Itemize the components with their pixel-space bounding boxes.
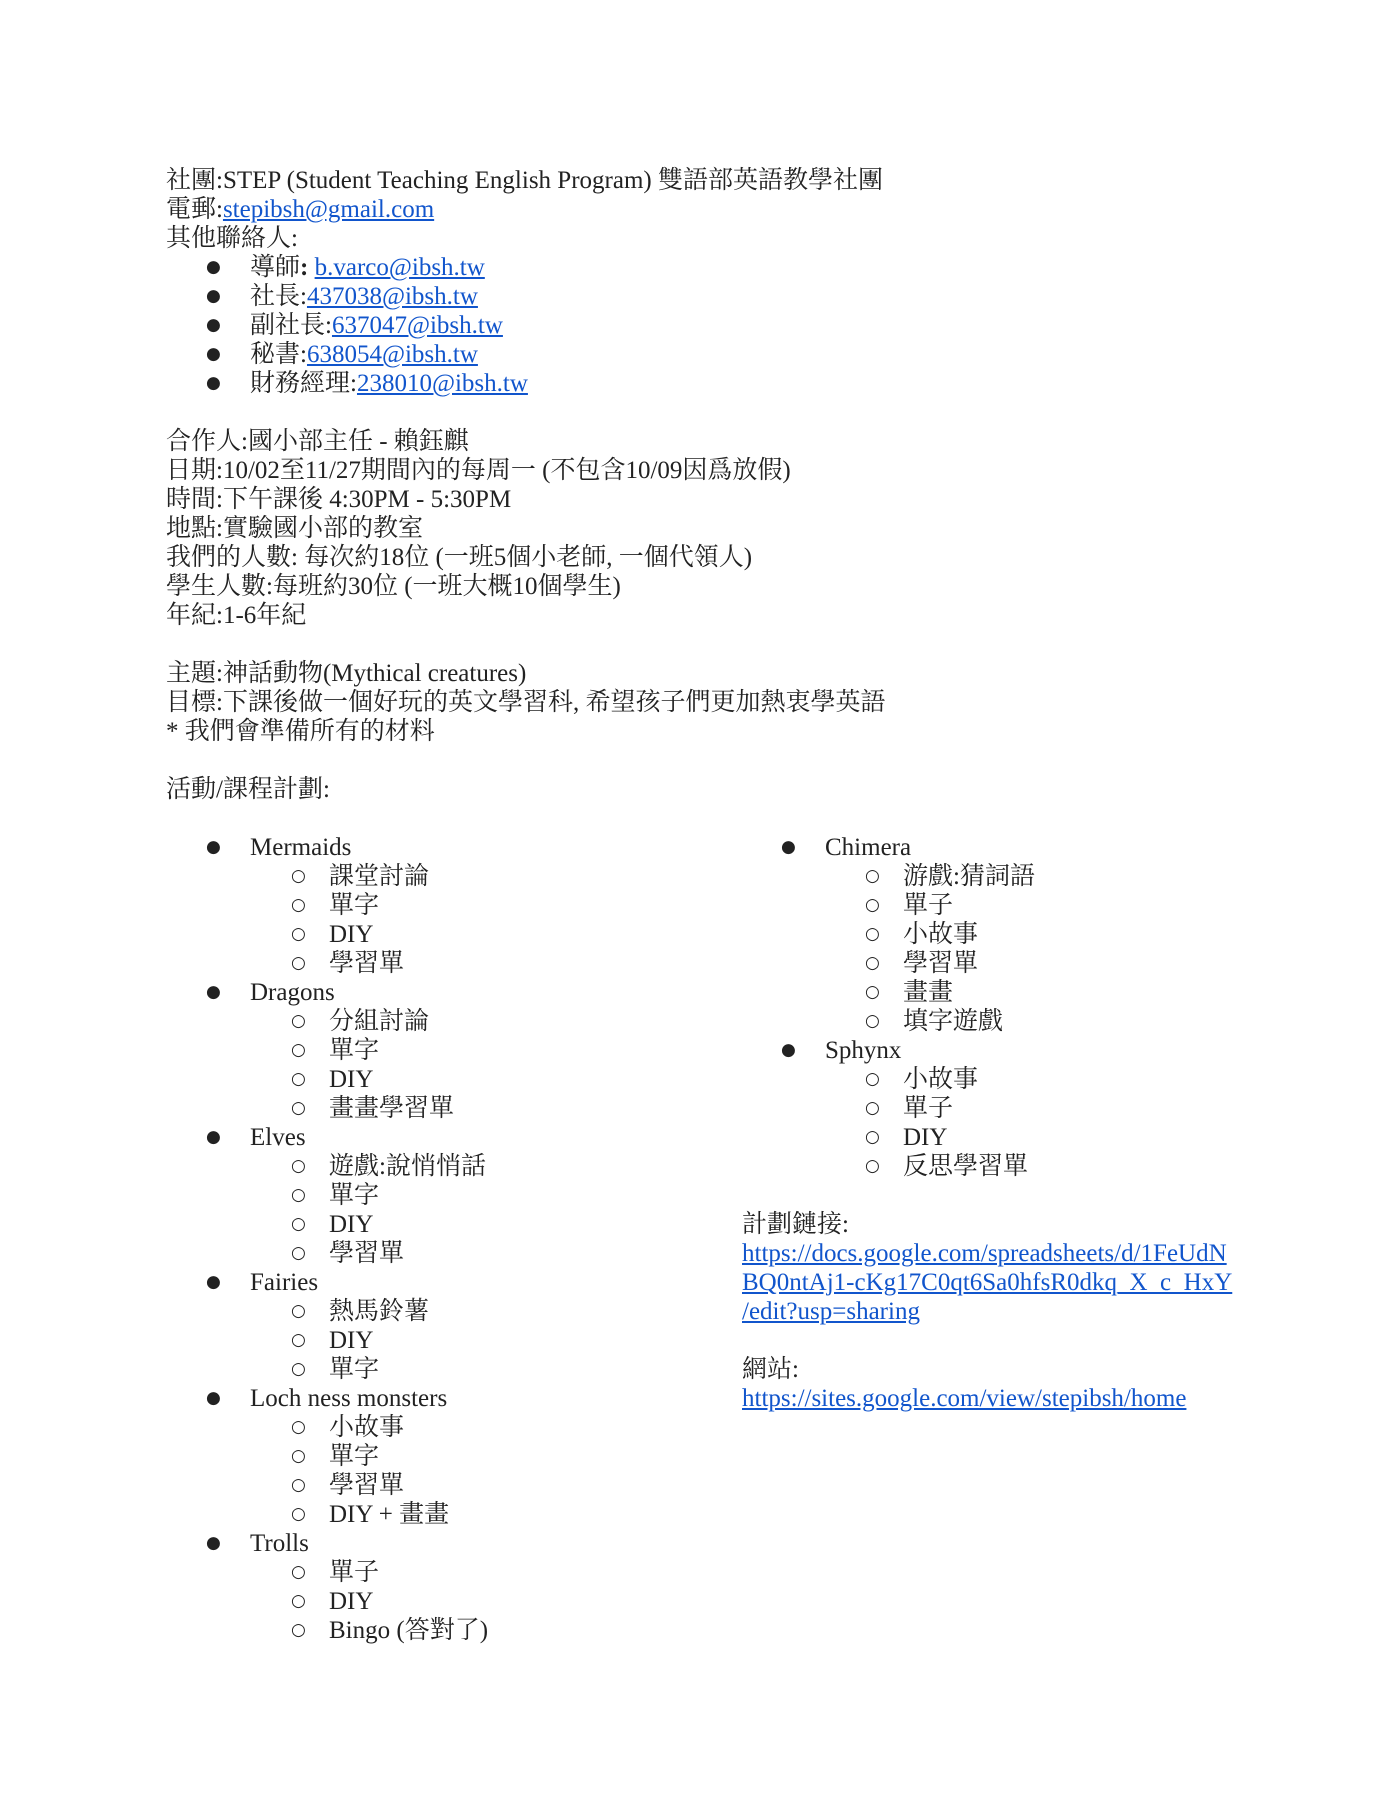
subitem-label: 學習單 xyxy=(329,1240,405,1267)
activity-subitem xyxy=(865,920,978,949)
subitem-label: 課堂討論 xyxy=(329,863,430,890)
circle-bullet-icon: ○ xyxy=(291,1243,306,1263)
activity-subitem xyxy=(291,1036,379,1065)
circle-bullet-icon: ○ xyxy=(865,1156,880,1176)
contact-role: 秘書 xyxy=(250,341,301,368)
subitem-label: 單子 xyxy=(903,1095,954,1122)
subitem-label: 小故事 xyxy=(903,921,979,948)
activity-name: Sphynx xyxy=(825,1037,902,1064)
subitem-label: 單字 xyxy=(329,892,380,919)
subitem-label: 單字 xyxy=(329,1443,380,1470)
activity-subitem xyxy=(865,1094,953,1123)
activity-item xyxy=(206,1123,306,1152)
subitem-label: 單字 xyxy=(329,1037,380,1064)
circle-bullet-icon: ○ xyxy=(291,1040,306,1060)
plan-link-line[interactable]: https://docs.google.com/spreadsheets/d/1FeUdN xyxy=(742,1240,1227,1267)
bullet-icon: ● xyxy=(206,1127,221,1147)
subitem-label: 熱馬鈴薯 xyxy=(329,1298,430,1325)
activity-subitem xyxy=(865,1007,1003,1036)
bullet-icon: ● xyxy=(206,344,221,364)
subitem-label: DIY + 畫畫 xyxy=(329,1501,450,1528)
activity-subitem xyxy=(291,1181,379,1210)
subitem-label: 分組討論 xyxy=(329,1008,430,1035)
time-line: 時間:下午課後 4:30PM - 5:30PM xyxy=(166,486,512,513)
contact-role: 社長 xyxy=(250,283,301,310)
circle-bullet-icon: ○ xyxy=(865,953,880,973)
activity-item xyxy=(206,1529,309,1558)
subitem-label: DIY xyxy=(329,1066,374,1093)
activity-item xyxy=(206,833,351,862)
bullet-icon: ● xyxy=(206,315,221,335)
contact-item xyxy=(206,311,503,340)
circle-bullet-icon: ○ xyxy=(291,953,306,973)
activity-subitem xyxy=(291,1500,449,1529)
subitem-label: 學習單 xyxy=(329,1472,405,1499)
activity-subitem xyxy=(291,1471,404,1500)
activity-item xyxy=(781,833,911,862)
activity-subitem xyxy=(291,1239,404,1268)
activity-name: Fairies xyxy=(250,1269,319,1296)
activity-subitem xyxy=(291,1442,379,1471)
subitem-label: 小故事 xyxy=(903,1066,979,1093)
subitem-label: 畫畫 xyxy=(903,979,954,1006)
president-email-link[interactable]: 437038@ibsh.tw xyxy=(306,283,478,310)
circle-bullet-icon: ○ xyxy=(865,866,880,886)
activity-item xyxy=(206,1268,318,1297)
website-label: 網站: xyxy=(742,1356,799,1383)
activities-label: 活動/課程計劃: xyxy=(166,776,330,803)
subitem-label: DIY xyxy=(329,1211,374,1238)
contact-item xyxy=(206,282,478,311)
subitem-label: 單子 xyxy=(903,892,954,919)
subitem-label: 填字遊戲 xyxy=(903,1008,1004,1035)
email-label: 電郵: xyxy=(166,196,223,223)
subitem-label: 反思學習單 xyxy=(903,1153,1029,1180)
club-label: 社團: xyxy=(166,167,223,194)
activity-subitem xyxy=(291,1558,379,1587)
activity-subitem xyxy=(291,891,379,920)
subitem-label: 單字 xyxy=(329,1356,380,1383)
circle-bullet-icon: ○ xyxy=(291,1214,306,1234)
activity-subitem xyxy=(291,862,429,891)
circle-bullet-icon: ○ xyxy=(865,982,880,1002)
contact-separator: : xyxy=(350,370,357,397)
subitem-label: DIY xyxy=(329,921,374,948)
bullet-icon: ● xyxy=(206,1388,221,1408)
circle-bullet-icon: ○ xyxy=(291,1417,306,1437)
plan-link-label: 計劃鏈接: xyxy=(742,1211,849,1238)
activity-subitem xyxy=(291,1094,454,1123)
activity-subitem xyxy=(291,1587,373,1616)
subitem-label: 單子 xyxy=(329,1559,380,1586)
advisor-email-link[interactable]: b.varco@ibsh.tw xyxy=(314,254,485,281)
circle-bullet-icon: ○ xyxy=(291,1504,306,1524)
subitem-label: DIY xyxy=(329,1327,374,1354)
circle-bullet-icon: ○ xyxy=(291,1446,306,1466)
circle-bullet-icon: ○ xyxy=(291,1620,306,1640)
contact-separator: : xyxy=(325,312,332,339)
activity-subitem xyxy=(865,862,1035,891)
subitem-label: 單字 xyxy=(329,1182,380,1209)
bullet-icon: ● xyxy=(206,837,221,857)
bullet-icon: ● xyxy=(206,1272,221,1292)
contact-separator: : xyxy=(300,341,307,368)
activity-item xyxy=(206,978,335,1007)
activity-name: Loch ness monsters xyxy=(250,1385,448,1412)
plan-link-line[interactable]: /edit?usp=sharing xyxy=(742,1298,920,1325)
location-line: 地點:實驗國小部的教室 xyxy=(166,515,423,542)
activity-name: Elves xyxy=(250,1124,306,1151)
club-email-link[interactable]: stepibsh@gmail.com xyxy=(222,196,435,223)
email-line xyxy=(166,195,434,224)
activity-subitem xyxy=(291,1007,429,1036)
activity-subitem xyxy=(291,1152,486,1181)
circle-bullet-icon: ○ xyxy=(291,895,306,915)
activity-subitem xyxy=(291,1065,373,1094)
activity-subitem xyxy=(291,1355,379,1384)
contact-item xyxy=(206,340,478,369)
treasurer-email-link[interactable]: 238010@ibsh.tw xyxy=(356,370,528,397)
club-name: STEP (Student Teaching English Program) 雙語部英語教學社團 xyxy=(222,167,883,194)
activity-subitem xyxy=(291,920,373,949)
circle-bullet-icon: ○ xyxy=(291,924,306,944)
circle-bullet-icon: ○ xyxy=(291,1301,306,1321)
activity-subitem xyxy=(865,1152,1028,1181)
circle-bullet-icon: ○ xyxy=(291,1156,306,1176)
bullet-icon: ● xyxy=(206,982,221,1002)
contact-item xyxy=(206,253,485,282)
subitem-label: 學習單 xyxy=(903,950,979,977)
circle-bullet-icon: ○ xyxy=(291,1185,306,1205)
bullet-icon: ● xyxy=(206,257,221,277)
activity-name: Dragons xyxy=(250,979,335,1006)
activity-subitem xyxy=(291,1413,404,1442)
secretary-email-link[interactable]: 638054@ibsh.tw xyxy=(306,341,478,368)
contact-role: 導師 xyxy=(250,254,301,281)
circle-bullet-icon: ○ xyxy=(291,1069,306,1089)
bullet-icon: ● xyxy=(206,1533,221,1553)
activity-item xyxy=(781,1036,901,1065)
bullet-icon: ● xyxy=(781,837,796,857)
subitem-label: DIY xyxy=(903,1124,948,1151)
subitem-label: 學習單 xyxy=(329,950,405,977)
materials-note: * 我們會準備所有的材料 xyxy=(166,718,435,745)
bullet-icon: ● xyxy=(206,373,221,393)
bullet-icon: ● xyxy=(781,1040,796,1060)
circle-bullet-icon: ○ xyxy=(865,1098,880,1118)
subitem-label: Bingo (答對了) xyxy=(329,1617,489,1644)
activity-subitem xyxy=(865,978,953,1007)
activity-subitem xyxy=(291,1210,373,1239)
website-link[interactable]: https://sites.google.com/view/stepibsh/home xyxy=(742,1385,1187,1412)
staff-count-line: 我們的人數: 每次約18位 (一班5個小老師, 一個代領人) xyxy=(166,544,753,571)
circle-bullet-icon: ○ xyxy=(291,1475,306,1495)
plan-link-line[interactable]: BQ0ntAj1-cKg17C0qt6Sa0hfsR0dkq_X_c_HxY xyxy=(742,1269,1233,1296)
subitem-label: 小故事 xyxy=(329,1414,405,1441)
circle-bullet-icon: ○ xyxy=(291,1098,306,1118)
circle-bullet-icon: ○ xyxy=(865,1127,880,1147)
subitem-label: 畫畫學習單 xyxy=(329,1095,455,1122)
activity-subitem xyxy=(291,1616,488,1645)
vice-president-email-link[interactable]: 637047@ibsh.tw xyxy=(331,312,503,339)
activity-subitem xyxy=(291,1326,373,1355)
circle-bullet-icon: ○ xyxy=(865,895,880,915)
activity-name: Chimera xyxy=(825,834,912,861)
circle-bullet-icon: ○ xyxy=(291,1591,306,1611)
contact-separator: : xyxy=(300,254,315,281)
goal-line: 目標:下課後做一個好玩的英文學習科, 希望孩子們更加熱衷學英語 xyxy=(166,689,886,716)
student-count-line: 學生人數:每班約30位 (一班大概10個學生) xyxy=(166,573,621,600)
circle-bullet-icon: ○ xyxy=(291,1330,306,1350)
contact-item xyxy=(206,369,528,398)
circle-bullet-icon: ○ xyxy=(291,1359,306,1379)
club-line xyxy=(166,166,883,195)
activity-item xyxy=(206,1384,447,1413)
theme-line: 主題:神話動物(Mythical creatures) xyxy=(166,660,527,687)
activity-subitem xyxy=(865,891,953,920)
circle-bullet-icon: ○ xyxy=(291,866,306,886)
grade-line: 年紀:1-6年紀 xyxy=(166,602,307,629)
other-contacts-label: 其他聯絡人: xyxy=(166,225,298,252)
activity-name: Mermaids xyxy=(250,834,352,861)
subitem-label: 遊戲:說悄悄話 xyxy=(329,1153,486,1180)
activity-subitem xyxy=(865,949,978,978)
bullet-icon: ● xyxy=(206,286,221,306)
date-line: 日期:10/02至11/27期間內的每周一 (不包含10/09因爲放假) xyxy=(166,457,791,484)
activity-name: Trolls xyxy=(250,1530,309,1557)
subitem-label: 游戲:猜詞語 xyxy=(903,863,1035,890)
circle-bullet-icon: ○ xyxy=(291,1562,306,1582)
contact-separator: : xyxy=(300,283,307,310)
activity-subitem xyxy=(291,949,404,978)
circle-bullet-icon: ○ xyxy=(865,1011,880,1031)
activity-subitem xyxy=(865,1123,947,1152)
partner-line: 合作人:國小部主任 - 賴鈺麒 xyxy=(166,428,469,455)
subitem-label: DIY xyxy=(329,1588,374,1615)
contact-role: 財務經理 xyxy=(250,370,351,397)
activity-subitem xyxy=(291,1297,429,1326)
circle-bullet-icon: ○ xyxy=(865,1069,880,1089)
circle-bullet-icon: ○ xyxy=(291,1011,306,1031)
contact-role: 副社長 xyxy=(250,312,326,339)
activity-subitem xyxy=(865,1065,978,1094)
circle-bullet-icon: ○ xyxy=(865,924,880,944)
